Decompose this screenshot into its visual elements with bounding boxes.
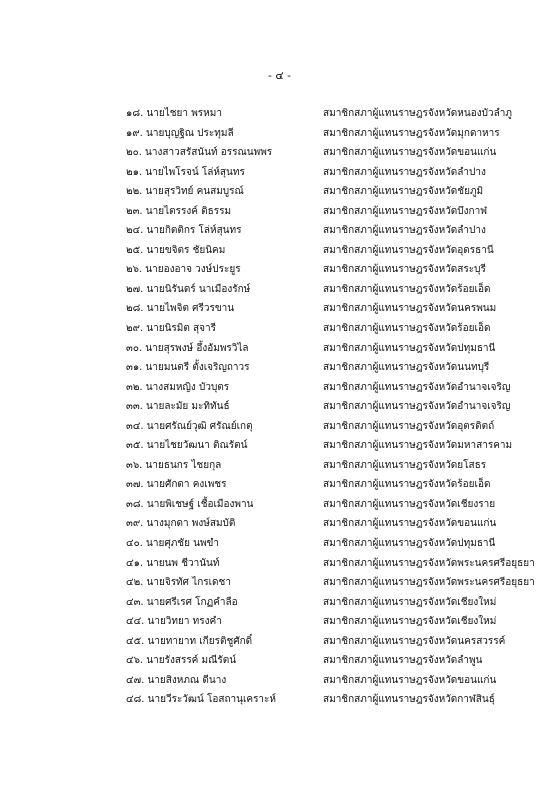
member-position: สมาชิกสภาผู้แทนราษฎรจังหวัดเชียงราย: [323, 498, 496, 510]
member-position: สมาชิกสภาผู้แทนราษฎรจังหวัดลำปาง: [323, 225, 486, 237]
member-position: สมาชิกสภาผู้แทนราษฎรจังหวัดร้อยเอ็ด: [323, 323, 491, 335]
member-name: ๒๙. นายนิรมิต สุจารี: [126, 323, 217, 335]
member-row: [0, 573, 559, 593]
member-row: [0, 456, 559, 476]
member-row: [0, 143, 559, 163]
member-name: ๓๐. นายสุรพงษ์ อึ้งอัมพรวิไล: [126, 342, 249, 354]
member-name: ๓๖. นายธนกร ไชยกุล: [126, 459, 222, 471]
member-position: สมาชิกสภาผู้แทนราษฎรจังหวัดร้อยเอ็ด: [323, 479, 491, 491]
member-name: ๔๘. นายวีระวัฒน์ โอสถานุเคราะห์: [126, 694, 277, 706]
member-list: [0, 104, 559, 710]
member-position: สมาชิกสภาผู้แทนราษฎรจังหวัดปทุมธานี: [323, 342, 496, 354]
member-row: [0, 163, 559, 183]
member-row: [0, 593, 559, 613]
member-position: สมาชิกสภาผู้แทนราษฎรจังหวัดมุกดาหาร: [323, 127, 500, 139]
member-position: สมาชิกสภาผู้แทนราษฎรจังหวัดพระนครศรีอยุธยา: [323, 557, 535, 569]
member-row: [0, 319, 559, 339]
member-name: ๓๕. นายไชยวัฒนา ติณรัตน์: [126, 440, 248, 452]
member-name: ๔๕. นายทายาท เกียรติชูศักดิ์: [126, 635, 253, 647]
member-row: [0, 671, 559, 691]
member-row: [0, 182, 559, 202]
member-name: ๒๕. นายขจิตร ชัยนิคม: [126, 244, 226, 256]
member-name: ๔๑. นายนพ ชีวานันท์: [126, 557, 220, 569]
member-name: ๓๒. นางสมหญิง บัวบุตร: [126, 381, 230, 393]
member-row: [0, 514, 559, 534]
member-row: [0, 632, 559, 652]
member-position: สมาชิกสภาผู้แทนราษฎรจังหวัดขอนแก่น: [323, 518, 497, 530]
member-row: [0, 612, 559, 632]
member-row: [0, 554, 559, 574]
member-position: สมาชิกสภาผู้แทนราษฎรจังหวัดลำปาง: [323, 166, 486, 178]
member-row: [0, 690, 559, 710]
member-position: สมาชิกสภาผู้แทนราษฎรจังหวัดนนทบุรี: [323, 362, 490, 374]
member-name: ๓๔. นายศรัณย์วุฒิ ศรัณย์เกตุ: [126, 420, 253, 432]
member-row: [0, 475, 559, 495]
member-row: [0, 397, 559, 417]
member-row: [0, 104, 559, 124]
member-row: [0, 299, 559, 319]
member-row: [0, 260, 559, 280]
member-name: ๒๔. นายกิตติกร โล่ห์สุนทร: [126, 225, 242, 237]
member-name: ๑๙. นายบุญฐิณ ประทุมลี: [126, 127, 234, 139]
member-row: [0, 495, 559, 515]
member-name: ๓๗. นายศักดา คงเพชร: [126, 479, 227, 491]
member-position: สมาชิกสภาผู้แทนราษฎรจังหวัดชัยภูมิ: [323, 186, 484, 198]
member-position: สมาชิกสภาผู้แทนราษฎรจังหวัดร้อยเอ็ด: [323, 283, 491, 295]
member-position: สมาชิกสภาผู้แทนราษฎรจังหวัดกาฬสินธุ์: [323, 694, 495, 706]
member-row: [0, 202, 559, 222]
member-position: สมาชิกสภาผู้แทนราษฎรจังหวัดเชียงใหม่: [323, 616, 497, 628]
member-position: สมาชิกสภาผู้แทนราษฎรจังหวัดอุตรดิตถ์: [323, 420, 495, 432]
member-position: สมาชิกสภาผู้แทนราษฎรจังหวัดหนองบัวลำภู: [323, 108, 512, 119]
member-row: [0, 358, 559, 378]
member-name: ๒๗. นายนิรันดร์ นาเมืองรักษ์: [126, 283, 251, 295]
member-position: สมาชิกสภาผู้แทนราษฎรจังหวัดขอนแก่น: [323, 147, 497, 159]
member-row: [0, 280, 559, 300]
member-position: สมาชิกสภาผู้แทนราษฎรจังหวัดสระบุรี: [323, 264, 486, 276]
member-position: สมาชิกสภาผู้แทนราษฎรจังหวัดพระนครศรีอยุธยา: [323, 577, 535, 589]
member-name: ๔๐. นายศุภชัย นพขำ: [126, 538, 219, 550]
page-number: - ๔ -: [268, 69, 291, 82]
member-position: สมาชิกสภาผู้แทนราษฎรจังหวัดขอนแก่น: [323, 674, 497, 686]
member-name: ๔๗. นายสิงหภณ ดีนาง: [126, 674, 227, 686]
member-name: ๔๓. นายศรีเรศ โกฏคำลือ: [126, 596, 238, 608]
member-position: สมาชิกสภาผู้แทนราษฎรจังหวัดบึงกาฬ: [323, 205, 488, 217]
member-position: สมาชิกสภาผู้แทนราษฎรจังหวัดอุดรธานี: [323, 244, 494, 256]
member-position: สมาชิกสภาผู้แทนราษฎรจังหวัดลำพูน: [323, 655, 483, 667]
member-row: [0, 651, 559, 671]
member-name: ๒๒. นายสุรวิทย์ คนสมบูรณ์: [126, 186, 244, 198]
member-position: สมาชิกสภาผู้แทนราษฎรจังหวัดอำนาจเจริญ: [323, 401, 511, 413]
member-position: สมาชิกสภาผู้แทนราษฎรจังหวัดมหาสารคาม: [323, 440, 513, 452]
member-name: ๓๑. นายมนตรี ตั้งเจริญถาวร: [126, 362, 250, 374]
member-position: สมาชิกสภาผู้แทนราษฎรจังหวัดปทุมธานี: [323, 538, 496, 550]
member-name: ๔๖. นายรังสรรค์ มณีรัตน์: [126, 655, 237, 667]
member-name: ๒๐. นางสาวสรัสนันท์ อรรณนพพร: [126, 147, 273, 159]
member-name: ๑๘. นายไชยา พรหมา: [126, 108, 222, 119]
member-row: [0, 378, 559, 398]
member-name: ๒๓. นายไตรรงค์ ติธรรม: [126, 205, 232, 217]
member-row: [0, 417, 559, 437]
member-row: [0, 241, 559, 261]
member-name: ๔๒. นายจิรทัศ ไกรเดชา: [126, 577, 231, 589]
member-name: ๒๘. นายไพจิต ศรีวรขาน: [126, 303, 235, 315]
member-name: ๓๙. นางมุกดา พงษ์สมบัติ: [126, 518, 236, 530]
member-name: ๓๘. นายพิเชษฐ์ เชื้อเมืองพาน: [126, 498, 254, 510]
member-position: สมาชิกสภาผู้แทนราษฎรจังหวัดอำนาจเจริญ: [323, 381, 511, 393]
member-row: [0, 436, 559, 456]
member-position: สมาชิกสภาผู้แทนราษฎรจังหวัดยโสธร: [323, 459, 487, 471]
member-row: [0, 221, 559, 241]
member-name: ๔๔. นายวิทยา ทรงคำ: [126, 616, 222, 628]
member-position: สมาชิกสภาผู้แทนราษฎรจังหวัดนครสวรรค์: [323, 635, 506, 647]
member-row: [0, 124, 559, 144]
member-name: ๓๓. นายละมัย มะทิทันธ์: [126, 401, 230, 413]
member-position: สมาชิกสภาผู้แทนราษฎรจังหวัดเชียงใหม่: [323, 596, 497, 608]
member-row: [0, 534, 559, 554]
member-row: [0, 339, 559, 359]
member-name: ๒๑. นายไพโรจน์ โล่ห์สุนทร: [126, 166, 245, 178]
member-name: ๒๖. นายองอาจ วงษ์ประยูร: [126, 264, 241, 276]
member-position: สมาชิกสภาผู้แทนราษฎรจังหวัดนครพนม: [323, 303, 497, 315]
